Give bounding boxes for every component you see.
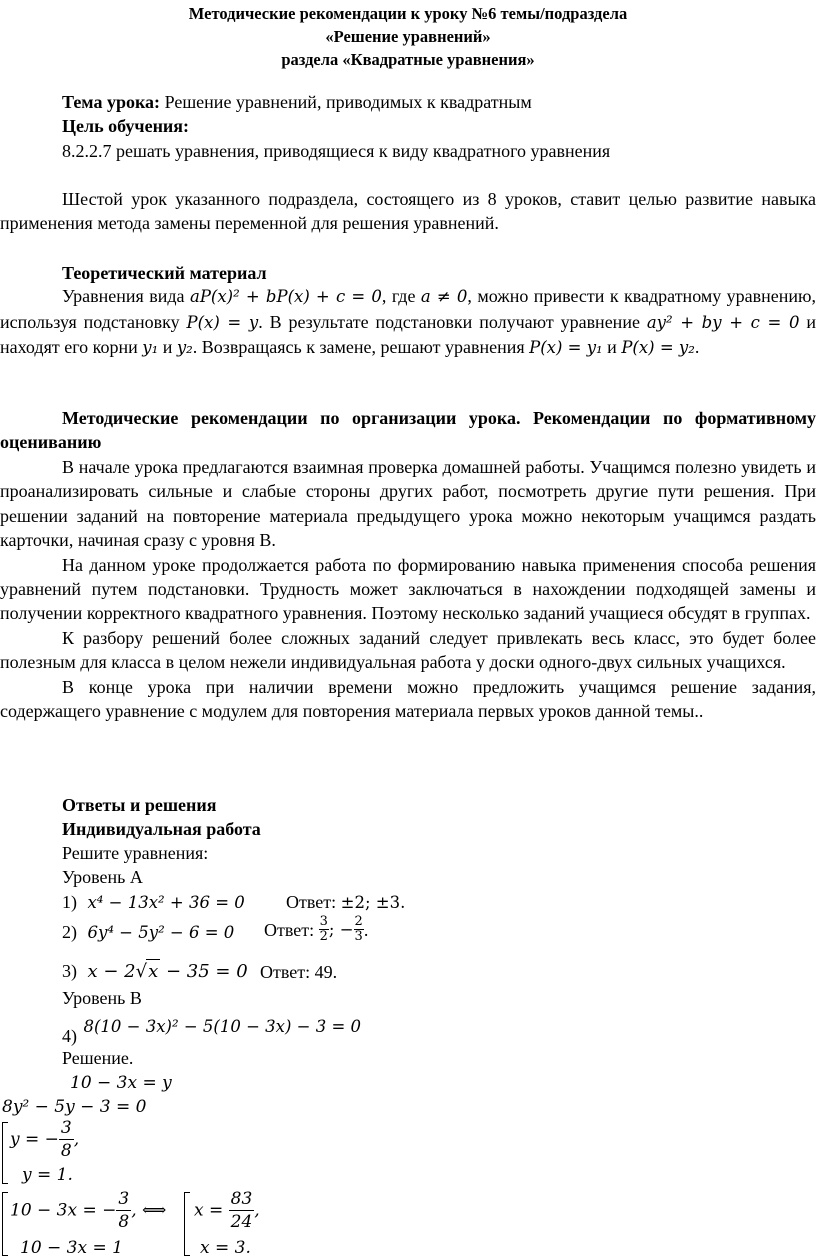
solution-back-1: 10 − 3x = − $\frac{3}{8}$ , ⟺: [10, 1189, 167, 1232]
solution-x-1: x = $\frac{83}{24}$ ,: [194, 1189, 260, 1232]
solution-root-1: y = − $\frac{3}{8}$ ,: [10, 1118, 80, 1161]
method-paragraph-1: В начале урока предлагаются взаимная проверка домашней работы. Учащимся полезно увидеть и проанализировать сильные и слабые стороны других работ, посмотреть другие пути решения. При решении заданий на повторение материала предыдущего урока можно некоторым учащимся раздать карточки, начиная сразу с уровня В.: [0, 457, 816, 551]
solution-x-2: x = 3.: [200, 1238, 251, 1258]
exercise-1: 1) x⁴ − 13x² + 36 = 0: [62, 892, 245, 912]
exercise-2-answer: Ответ: $\frac{3}{2}$ ; − $\frac{2}{3}$ .: [264, 914, 369, 945]
exercise-2: 2) 6y⁴ − 5y² − 6 = 0: [62, 922, 235, 942]
method-paragraphs: [0, 455, 816, 723]
formula-quadratic: ay² + by + c = 0: [646, 312, 800, 332]
level-b: Уровень В: [62, 988, 142, 1008]
formula-general: aP(x)² + bP(x) + c = 0: [189, 287, 382, 306]
instruction: Решите уравнения:: [62, 843, 209, 863]
bracket-3: [184, 1192, 190, 1256]
method-paragraph-4: В конце урока при наличии времени можно предложить учащимся решение задания, содержащего уравнение с модулем для повторения материала первых уроков данной темы..: [0, 676, 816, 722]
exercise-4-equation: 8(10 − 3x)² − 5(10 − 3x) − 3 = 0: [83, 1017, 362, 1036]
solution-label: Решение.: [62, 1048, 134, 1068]
title-line-1: Методические рекомендации к уроку №6 темы/подраздела: [188, 4, 628, 23]
topic-text: Решение уравнений, приводимых к квадратным: [160, 92, 532, 112]
topic-label: Тема урока:: [62, 92, 161, 112]
individual-work-heading: Индивидуальная работа: [62, 819, 261, 839]
document-title: [0, 2, 816, 71]
answer-fraction-1: $\frac{3}{2}$: [319, 914, 328, 945]
formula-condition: a ≠ 0: [420, 287, 468, 306]
exercise-1-equation: x⁴ − 13x² + 36 = 0: [87, 893, 245, 912]
title-line-3: раздела «Квадратные уравнения»: [281, 50, 535, 69]
title-line-2: «Решение уравнений»: [325, 27, 491, 46]
goal-label: Цель обучения:: [62, 116, 190, 136]
theory-heading: Теоретический материал: [62, 263, 267, 283]
bracket-2: [2, 1192, 8, 1256]
exercise-2-equation: 6y⁴ − 5y² − 6 = 0: [87, 923, 235, 942]
formula-substitution: P(x) = y: [186, 312, 259, 332]
bracket-1: [2, 1122, 8, 1184]
solution-back-2: 10 − 3x = 1: [20, 1238, 123, 1258]
goal-text: 8.2.2.7 решать уравнения, приводящиеся к виду квадратного уравнения: [62, 141, 611, 161]
exercise-3-answer: Ответ: 49.: [260, 962, 338, 982]
formula-back-1: P(x) = y₁: [529, 338, 603, 358]
lesson-topic: [62, 90, 816, 114]
exercise-3: 3) x − 2√x − 35 = 0: [62, 959, 248, 984]
solution-substitution: 10 − 3x = y: [70, 1073, 172, 1093]
formula-back-2: P(x) = y₂: [621, 338, 695, 358]
method-paragraph-3: К разбору решений более сложных заданий следует привлекать весь класс, это будет более полезным для класса в целом нежели индивидуальная работа у доски одного-двух сильных учащихся.: [0, 627, 816, 673]
level-a: Уровень А: [62, 867, 143, 887]
solution-quadratic: 8y² − 5y − 3 = 0: [2, 1097, 147, 1117]
answers-heading: Ответы и решения: [62, 795, 217, 815]
exercise-3-equation: x − 2√x − 35 = 0: [88, 961, 248, 982]
solution-root-2: y = 1.: [22, 1165, 73, 1185]
exercise-4: 4) 8(10 − 3x)² − 5(10 − 3x) − 3 = 0: [62, 1017, 362, 1046]
exercise-1-answer: Ответ: ±2; ±3.: [286, 892, 406, 912]
answer-fraction-2: $\frac{2}{3}$: [354, 914, 363, 945]
root-y2: y₂: [176, 338, 193, 358]
method-paragraph-2: На данном уроке продолжается работа по формированию навыка применения способа решения уравнений путем подстановки. Трудность может заключаться в нахождении подходящей замены и получении корректного квадратного уравнения. Поэтому несколько заданий учащиеся обсудят в группах.: [0, 554, 816, 624]
theory-paragraph: Уравнения вида aP(x)² + bP(x) + c = 0, где a ≠ 0, можно привести к квадратному уравнению, используя подстановку P(x) = y. В результате подстановки получают уравнение ay² + by + c = 0 и находят его корни y₁ и y₂. Возвращаясь к замене, решают уравнения P(x) = y₁ и P(x) = y₂.: [0, 286, 816, 358]
intro-paragraph: Шестой урок указанного подраздела, состоящего из 8 уроков, ставит целью развитие навыка применения метода замены переменной для решения уравнений.: [0, 189, 816, 234]
method-heading: Методические рекомендации по организации урока. Рекомендации по формативному оцениванию: [0, 408, 816, 453]
root-y1: y₁: [142, 338, 159, 358]
